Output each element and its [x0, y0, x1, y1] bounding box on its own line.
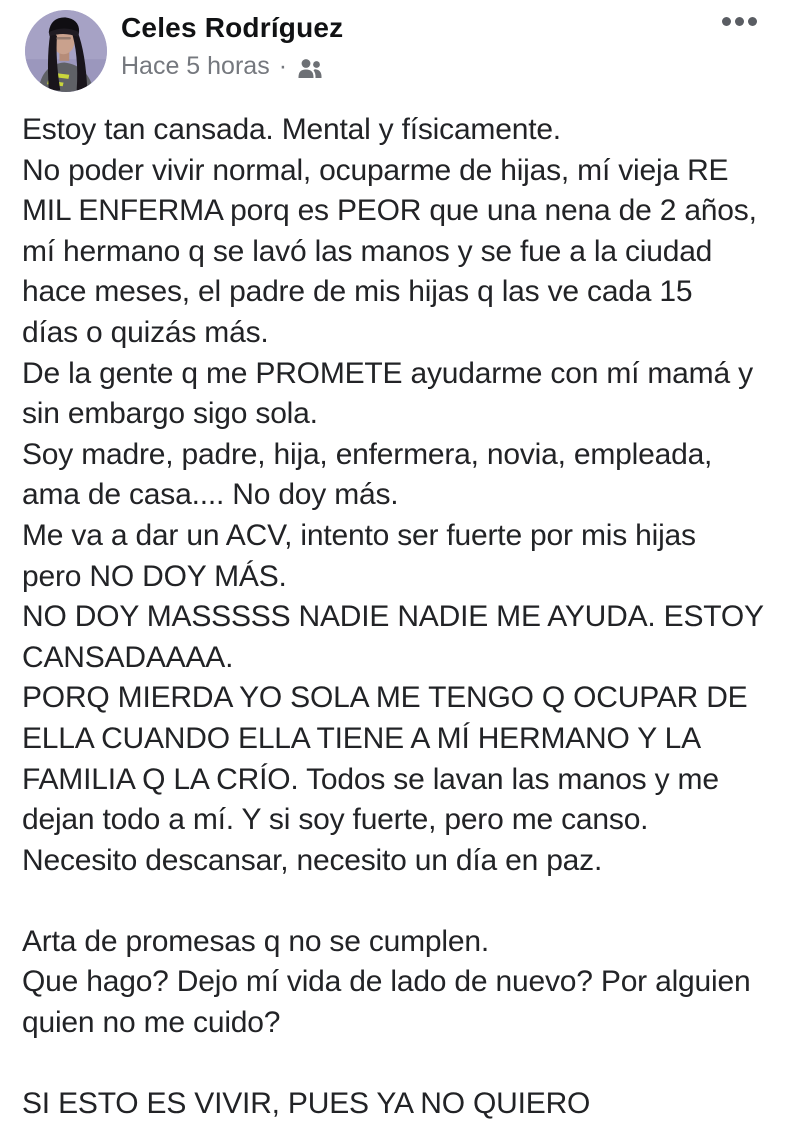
post-meta	[121, 51, 343, 81]
post-body-line: FAMILIA Q LA CRÍO. Todos se lavan las manos y me	[22, 762, 719, 796]
post-body-line: De la gente q me PROMETE ayudarme con mí mamá y	[22, 356, 753, 390]
ellipsis-icon	[748, 17, 757, 26]
post-body-line	[22, 881, 781, 922]
friends-privacy-icon	[296, 53, 324, 80]
header-text	[121, 6, 343, 81]
author-name[interactable]: Celes Rodríguez	[121, 12, 344, 43]
timestamp[interactable]: Hace 5 horas	[121, 52, 270, 80]
post-body-line: ELLA CUANDO ELLA TIENE A MÍ HERMANO Y LA	[22, 721, 701, 755]
post-options-button[interactable]	[718, 13, 761, 30]
post-body-line: Que hago? Dejo mí vida de lado de nuevo? Por alguien	[22, 965, 751, 999]
post-body-line: SI ESTO ES VIVIR, PUES YA NO QUIERO	[22, 1087, 591, 1121]
post-body	[0, 96, 803, 1125]
avatar[interactable]	[25, 10, 107, 92]
post-body-line: mí hermano q se lavó las manos y se fue a la ciudad	[22, 234, 713, 268]
post-header	[0, 0, 803, 96]
post-body-line: quien no me cuido?	[22, 1006, 281, 1040]
post-body-line: No poder vivir normal, ocuparme de hijas, mí vieja RE	[22, 153, 729, 187]
post-body-line	[22, 1044, 781, 1085]
post-body-line: dejan todo a mí. Y si soy fuerte, pero me canso.	[22, 803, 649, 837]
post-body-line: días o quizás más.	[22, 315, 269, 349]
post-body-line: sin embargo sigo sola.	[22, 397, 318, 431]
post-body-line: MIL ENFERMA porq es PEOR que una nena de 2 años,	[22, 194, 757, 228]
post-body-line: Necesito descansar, necesito un día en paz.	[22, 843, 603, 877]
post-body-line: pero NO DOY MÁS.	[22, 559, 287, 593]
avatar-image	[25, 10, 107, 92]
ellipsis-icon	[735, 17, 744, 26]
post-body-line: PORQ MIERDA YO SOLA ME TENGO Q OCUPAR DE	[22, 681, 748, 715]
ellipsis-icon	[722, 17, 731, 26]
post-body-line: Arta de promesas q no se cumplen.	[22, 924, 489, 958]
post-body-line: NO DOY MASSSSS NADIE NADIE ME AYUDA. ESTOY	[22, 600, 764, 634]
post-body-line: Estoy tan cansada. Mental y físicamente.	[22, 113, 561, 146]
meta-separator: ·	[278, 52, 288, 80]
post-body-line: hace meses, el padre de mis hijas q las ve cada 15	[22, 275, 693, 309]
post-body-line: Me va a dar un ACV, intento ser fuerte por mis hijas	[22, 518, 696, 552]
post-body-line: CANSADAAAA.	[22, 640, 234, 674]
post-body-line: ama de casa.... No doy más.	[22, 478, 399, 512]
post-body-line: Soy madre, padre, hija, enfermera, novia, empleada,	[22, 437, 713, 471]
